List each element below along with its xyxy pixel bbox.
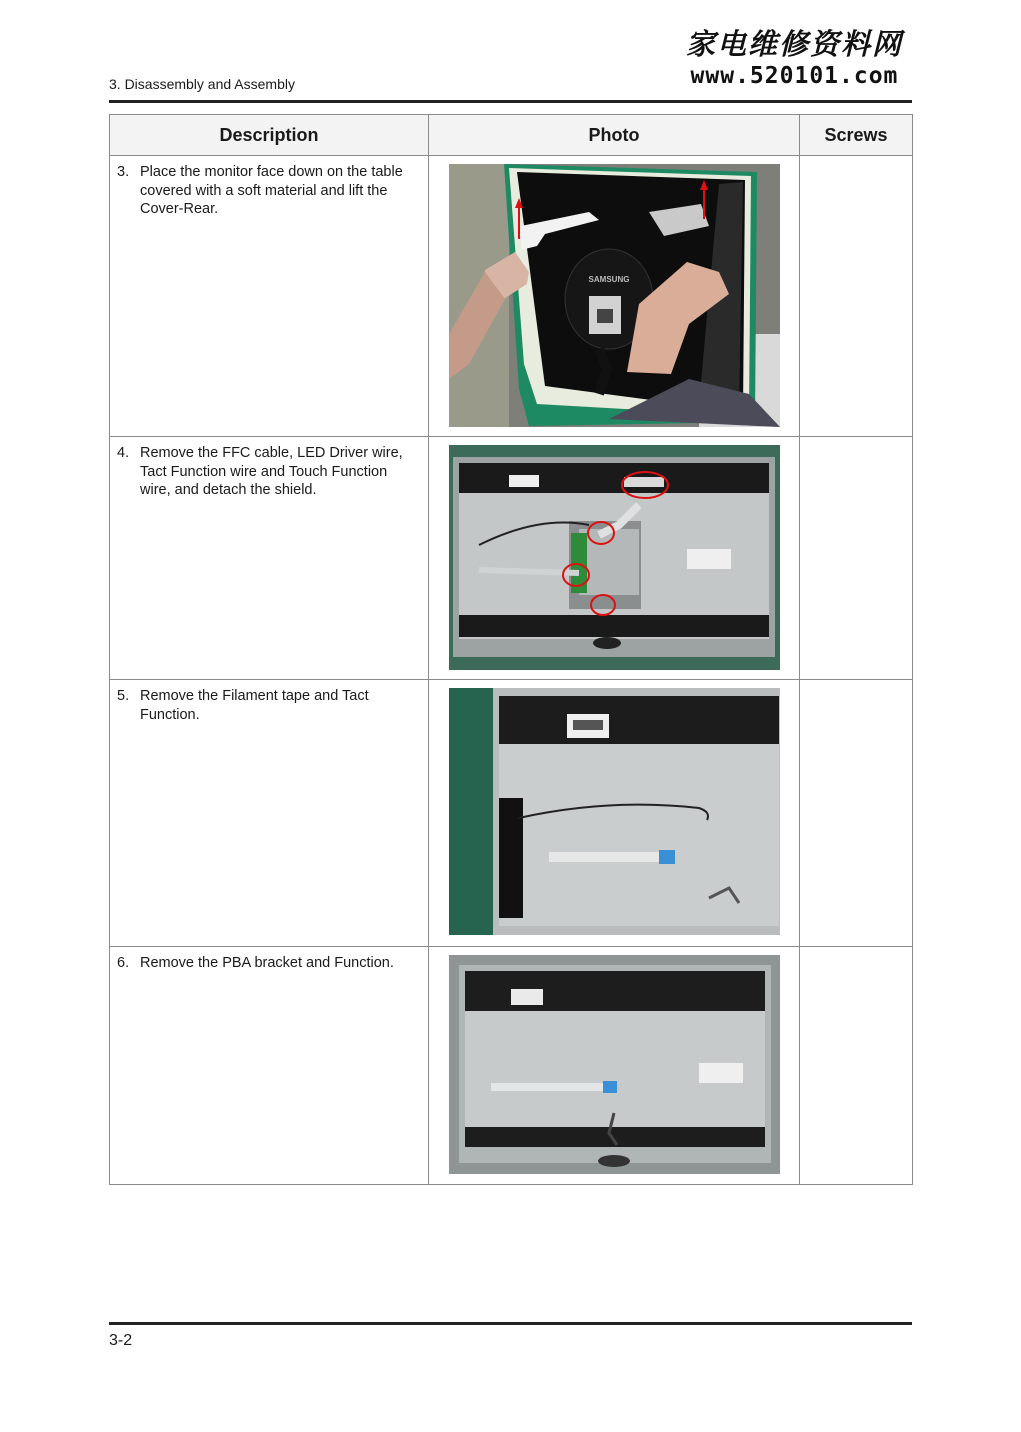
bottom-rule [109, 1322, 912, 1325]
watermark-url: www.520101.com [690, 63, 899, 89]
header-description: Description [110, 115, 429, 156]
header-screws: Screws [800, 115, 913, 156]
step-text: Remove the FFC cable, LED Driver wire, Tact Function wire and Touch Function wire, and detach the shield. [140, 445, 403, 498]
step-description [110, 947, 429, 1185]
photo-wires-shield [449, 445, 780, 670]
table-row [110, 947, 913, 1185]
pba-bracket-image [449, 955, 780, 1174]
table-header-row [110, 115, 913, 156]
table-row [110, 437, 913, 680]
step-screws [800, 680, 913, 947]
photo-rear-cover-lift [449, 164, 780, 427]
watermark [686, 22, 903, 89]
steps-table [109, 114, 913, 1185]
step-photo-cell [429, 156, 800, 437]
step-number: 5. [117, 688, 130, 704]
step-description [110, 156, 429, 437]
wires-shield-image [449, 445, 780, 670]
step-text: Remove the Filament tape and Tact Function. [140, 688, 369, 723]
step-photo-cell [429, 680, 800, 947]
photo-filament-tape [449, 688, 780, 935]
step-screws [800, 437, 913, 680]
step-number: 4. [117, 445, 130, 461]
step-text: Remove the PBA bracket and Function. [140, 955, 394, 971]
table-row [110, 156, 913, 437]
filament-tape-image [449, 688, 780, 935]
header-photo: Photo [429, 115, 800, 156]
step-number: 3. [117, 164, 130, 180]
step-description [110, 437, 429, 680]
watermark-chinese: 家电维修资料网 [685, 27, 903, 61]
brand-label: SAMSUNG [588, 275, 630, 284]
photo-pba-bracket [449, 955, 780, 1174]
step-description [110, 680, 429, 947]
step-text: Place the monitor face down on the table covered with a soft material and lift the Cover-Rear. [140, 164, 403, 217]
step-screws [800, 947, 913, 1185]
section-header: 3. Disassembly and Assembly [109, 76, 295, 92]
step-photo-cell [429, 947, 800, 1185]
top-rule [109, 100, 912, 103]
step-number: 6. [117, 955, 130, 971]
step-screws [800, 156, 913, 437]
step-photo-cell [429, 437, 800, 680]
page-number: 3-2 [109, 1332, 133, 1349]
rear-cover-image [449, 164, 780, 427]
table-row [110, 680, 913, 947]
